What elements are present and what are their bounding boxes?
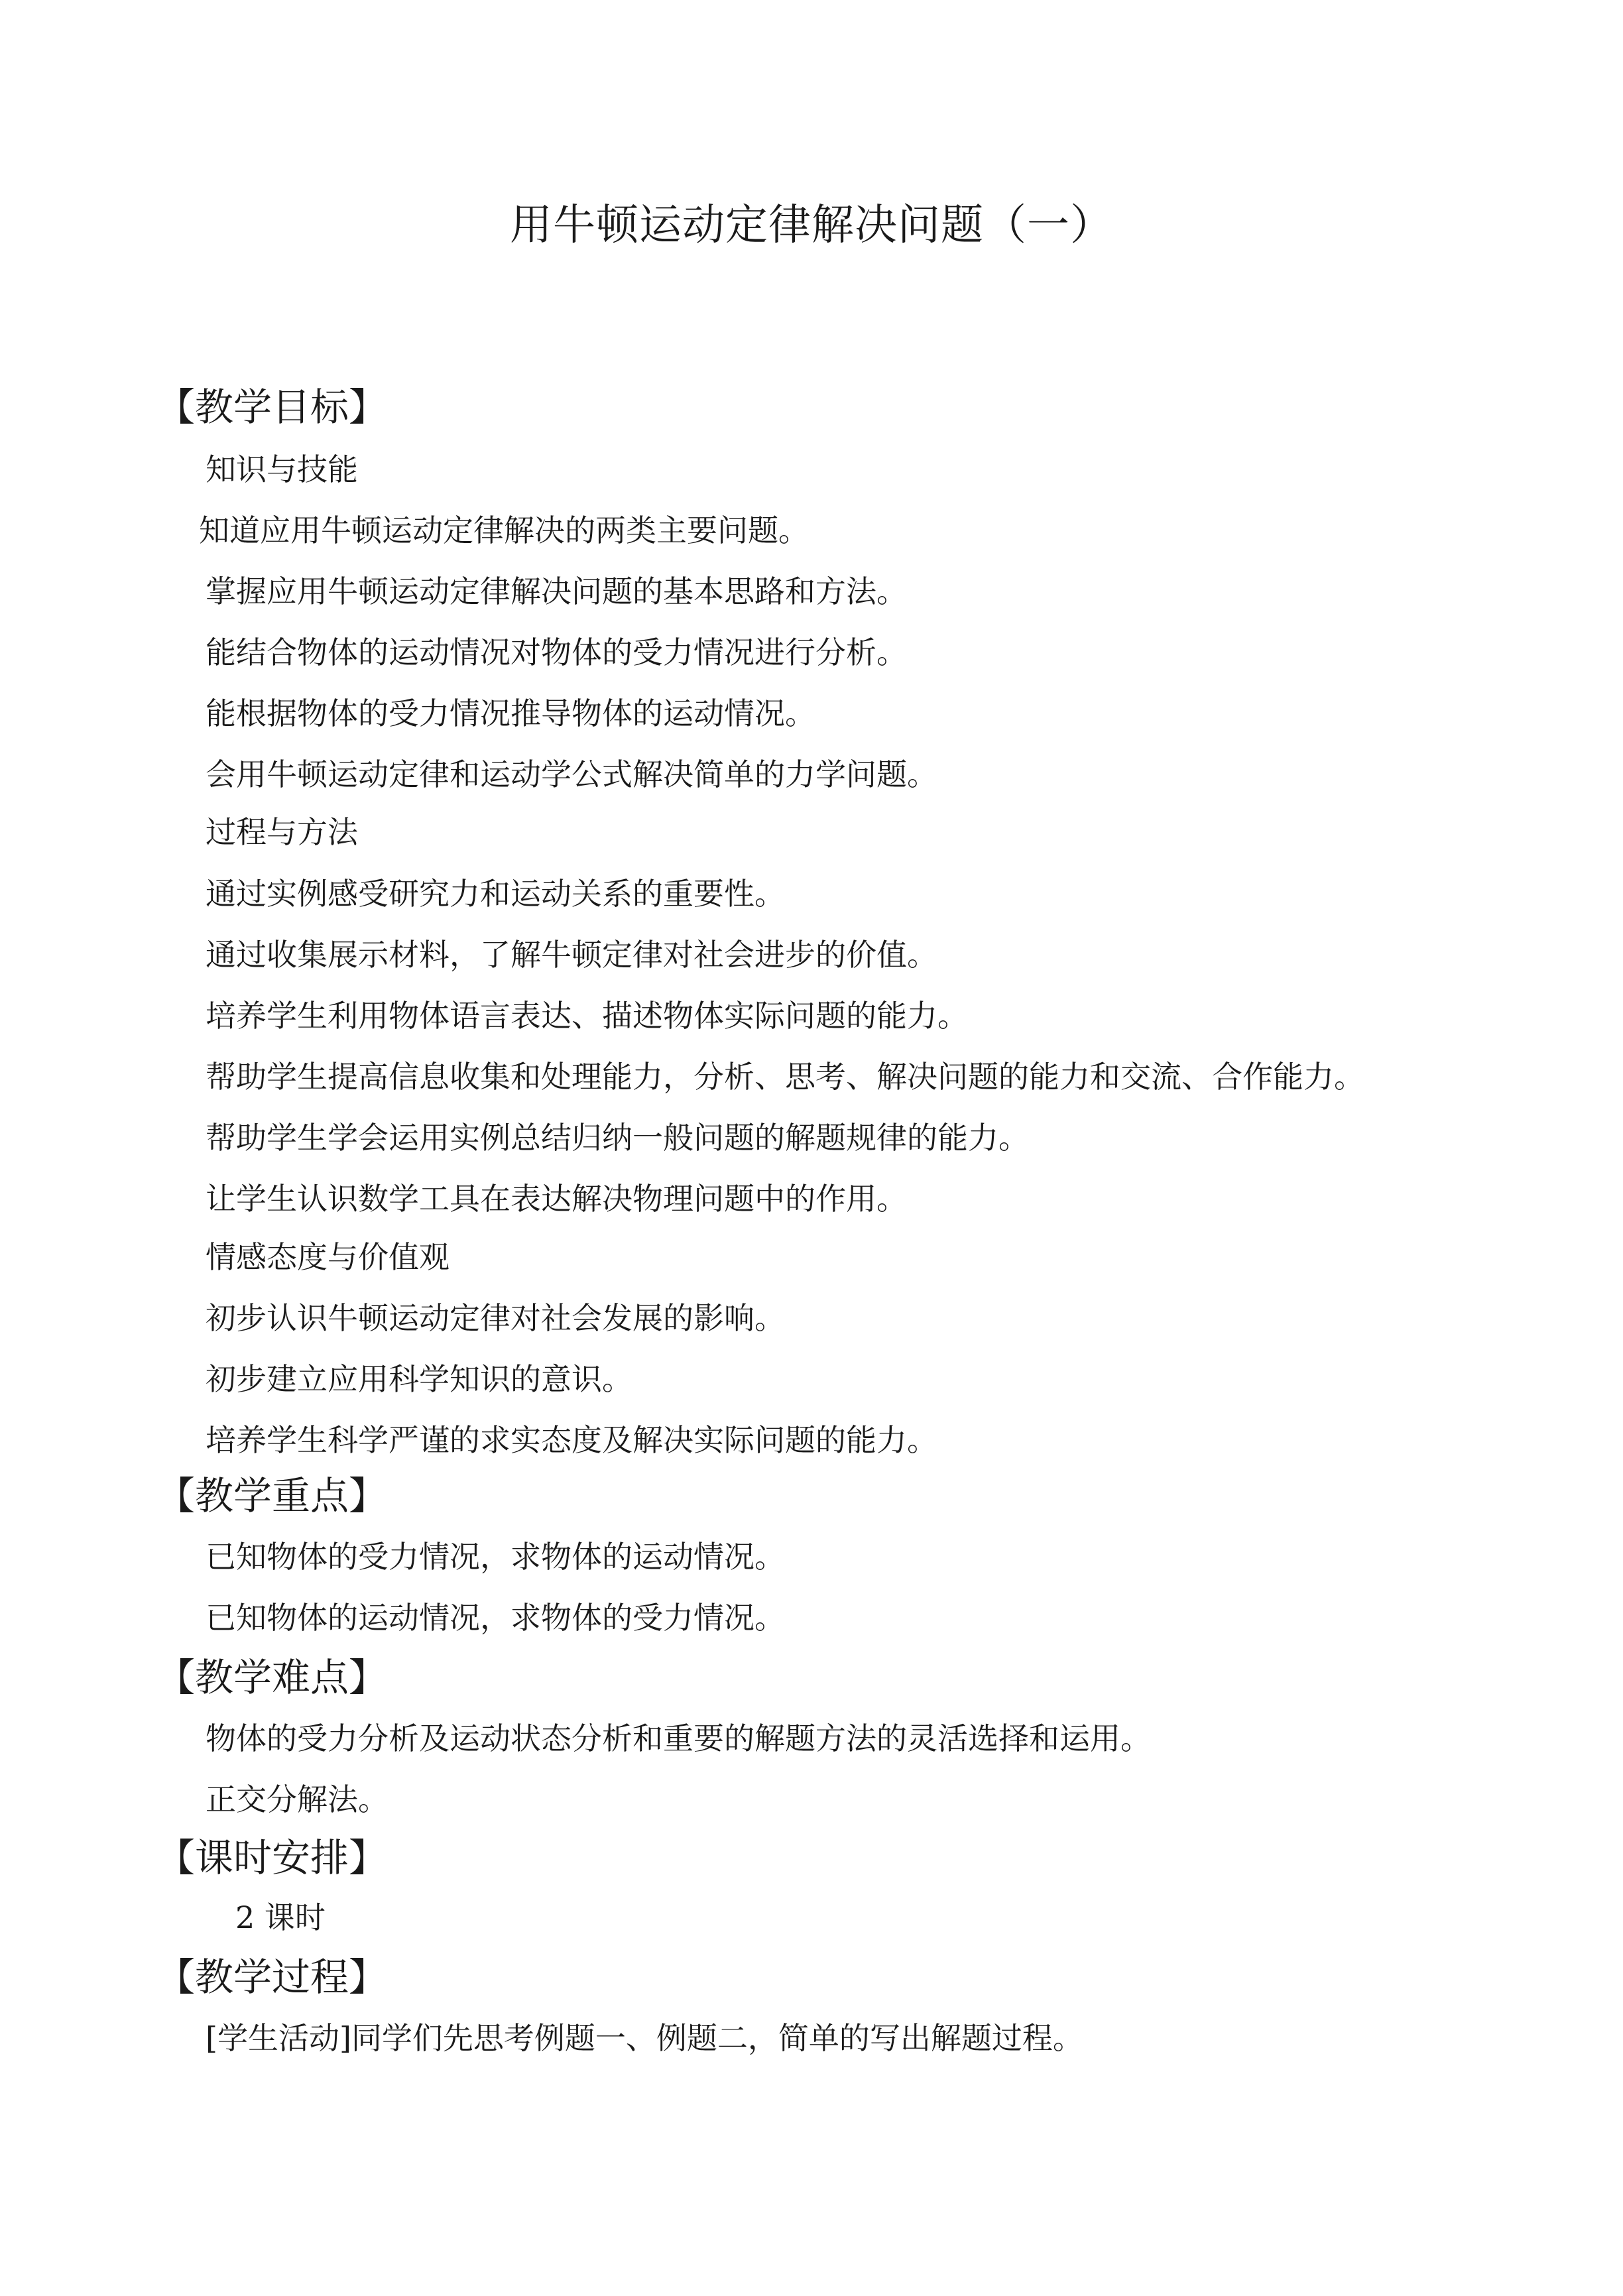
process-item: [学生活动]同学们先思考例题一、例题二，简单的写出解题过程。 <box>206 2020 1083 2056</box>
objective-item: 通过收集展示材料，了解牛顿定律对社会进步的价值。 <box>206 937 937 973</box>
difficulty-item: 正交分解法。 <box>206 1782 389 1817</box>
heading-objectives: 【教学目标】 <box>156 385 388 430</box>
objective-item: 帮助学生提高信息收集和处理能力，分析、思考、解决问题的能力和交流、合作能力。 <box>206 1059 1364 1095</box>
objective-item: 知道应用牛顿运动定律解决的两类主要问题。 <box>199 513 809 548</box>
key-point-item: 已知物体的运动情况，求物体的受力情况。 <box>206 1600 785 1636</box>
difficulty-item: 物体的受力分析及运动状态分析和重要的解题方法的灵活选择和运用。 <box>206 1721 1151 1756</box>
subheading-knowledge: 知识与技能 <box>206 452 358 487</box>
objective-item: 培养学生利用物体语言表达、描述物体实际问题的能力。 <box>206 998 968 1034</box>
schedule-item: 2 课时 <box>235 1900 326 1935</box>
objective-item: 让学生认识数学工具在表达解决物理问题中的作用。 <box>206 1181 907 1217</box>
heading-key-points: 【教学重点】 <box>156 1473 388 1518</box>
objective-item: 培养学生科学严谨的求实态度及解决实际问题的能力。 <box>206 1422 937 1458</box>
heading-difficulties: 【教学难点】 <box>156 1655 388 1700</box>
document-title: 用牛顿运动定律解决问题（一） <box>510 201 1113 250</box>
heading-schedule: 【课时安排】 <box>156 1835 388 1880</box>
objective-item: 初步认识牛顿运动定律对社会发展的影响。 <box>206 1300 785 1336</box>
objective-item: 初步建立应用科学知识的意识。 <box>206 1361 632 1397</box>
objective-item: 通过实例感受研究力和运动关系的重要性。 <box>206 876 785 912</box>
objective-item: 帮助学生学会运用实例总结归纳一般问题的解题规律的能力。 <box>206 1120 1029 1156</box>
objective-item: 会用牛顿运动定律和运动学公式解决简单的力学问题。 <box>206 756 937 792</box>
subheading-process-method: 过程与方法 <box>206 814 358 850</box>
heading-process: 【教学过程】 <box>156 1955 388 2000</box>
objective-item: 掌握应用牛顿运动定律解决问题的基本思路和方法。 <box>206 574 907 609</box>
subheading-emotion-values: 情感态度与价值观 <box>206 1239 450 1275</box>
objective-item: 能根据物体的受力情况推导物体的运动情况。 <box>206 695 815 731</box>
key-point-item: 已知物体的受力情况，求物体的运动情况。 <box>206 1539 785 1575</box>
objective-item: 能结合物体的运动情况对物体的受力情况进行分析。 <box>206 634 907 670</box>
